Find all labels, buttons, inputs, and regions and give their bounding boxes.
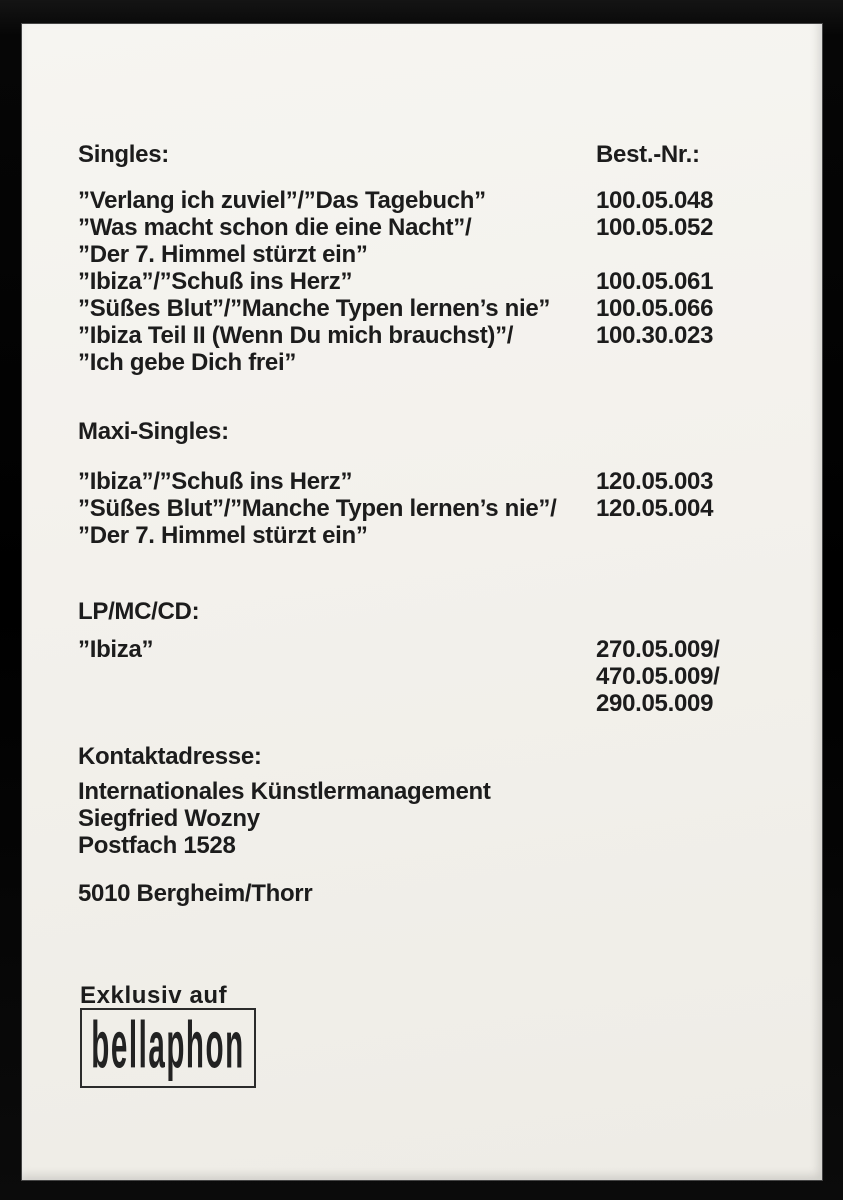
singles-heading: Singles: xyxy=(78,141,169,168)
catalog-number: 100.30.023 xyxy=(596,322,714,349)
kontaktadresse-heading: Kontaktadresse: xyxy=(78,743,262,770)
release-row xyxy=(78,295,792,322)
catalog-number-group xyxy=(596,636,720,717)
release-title: ”Ibiza”/”Schuß ins Herz” xyxy=(78,268,353,295)
catalog-number: 100.05.052 xyxy=(596,214,714,241)
contact-person: Siegfried Wozny xyxy=(78,805,260,832)
catalog-number: 120.05.003 xyxy=(596,468,714,495)
release-row xyxy=(78,636,792,717)
release-title: ”Ibiza”/”Schuß ins Herz” xyxy=(78,468,353,495)
release-title: ”Süßes Blut”/”Manche Typen lernen’s nie”/ xyxy=(78,495,557,522)
release-title: ”Der 7. Himmel stürzt ein” xyxy=(78,241,368,268)
exclusive-label: Exklusiv auf xyxy=(80,982,228,1009)
catalog-number: 100.05.066 xyxy=(596,295,714,322)
release-title: ”Ibiza Teil II (Wenn Du mich brauchst)”/ xyxy=(78,322,514,349)
release-row xyxy=(78,468,792,495)
catalog-card xyxy=(22,24,822,1180)
release-row xyxy=(78,522,792,549)
release-title: ”Ibiza” xyxy=(78,636,154,663)
best-nr-heading: Best.-Nr.: xyxy=(596,141,700,168)
singles-list xyxy=(78,187,792,376)
catalog-number: 290.05.009 xyxy=(596,690,714,717)
release-title: ”Süßes Blut”/”Manche Typen lernen’s nie” xyxy=(78,295,551,322)
contact-pobox: Postfach 1528 xyxy=(78,832,236,859)
release-title: ”Der 7. Himmel stürzt ein” xyxy=(78,522,368,549)
catalog-number: 120.05.004 xyxy=(596,495,714,522)
release-row xyxy=(78,495,792,522)
bellaphon-logo xyxy=(80,1008,256,1088)
contact-company: Internationales Künstlermanagement xyxy=(78,778,491,805)
contact-city: 5010 Bergheim/Thorr xyxy=(78,880,313,907)
release-title: ”Was macht schon die eine Nacht”/ xyxy=(78,214,472,241)
release-row xyxy=(78,187,792,214)
release-row xyxy=(78,349,792,376)
release-row xyxy=(78,268,792,295)
contact-address-block xyxy=(78,778,792,859)
catalog-number: 270.05.009/ xyxy=(596,636,720,663)
release-row xyxy=(78,241,792,268)
column-header-row xyxy=(78,141,792,168)
lp-mc-cd-list xyxy=(78,636,792,717)
maxi-singles-list xyxy=(78,468,792,549)
maxi-singles-heading: Maxi-Singles: xyxy=(78,418,229,445)
release-title: ”Verlang ich zuviel”/”Das Tagebuch” xyxy=(78,187,486,214)
release-row xyxy=(78,322,792,349)
lp-mc-cd-heading: LP/MC/CD: xyxy=(78,598,200,625)
bellaphon-logo-text: bellaphon xyxy=(91,1010,245,1084)
release-title: ”Ich gebe Dich frei” xyxy=(78,349,297,376)
catalog-number: 100.05.061 xyxy=(596,268,714,295)
catalog-number: 100.05.048 xyxy=(596,187,714,214)
catalog-number: 470.05.009/ xyxy=(596,663,720,690)
release-row xyxy=(78,214,792,241)
